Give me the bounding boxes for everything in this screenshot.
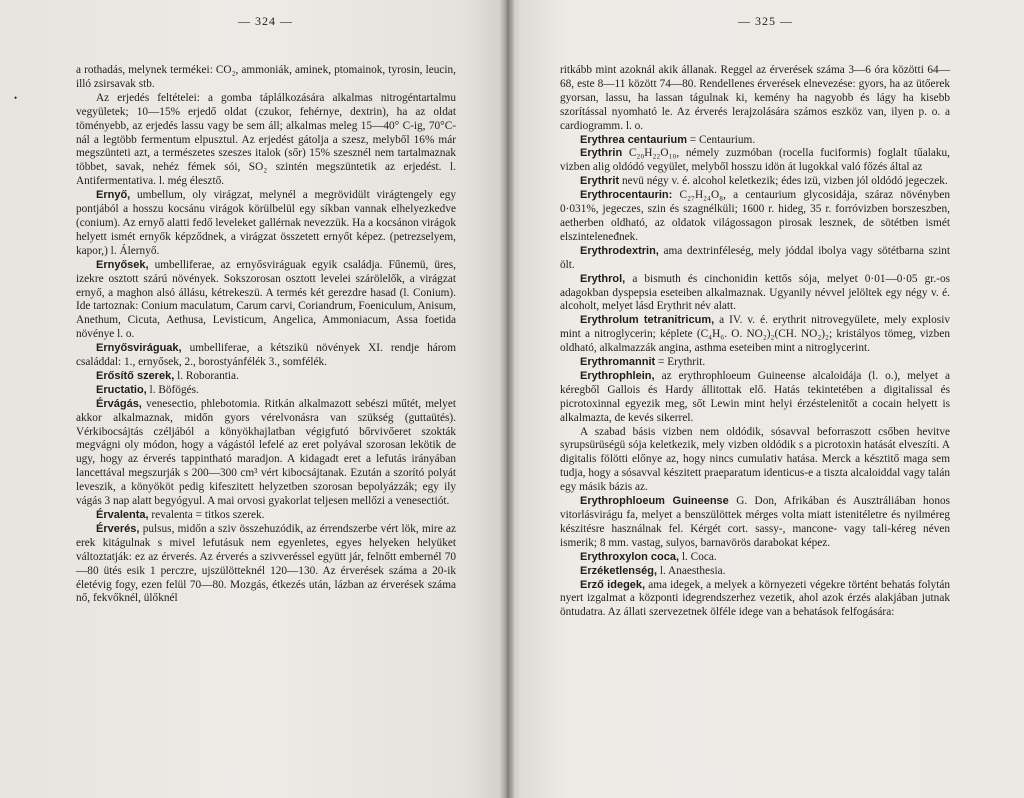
- dictionary-entry: [560, 426, 950, 496]
- entry-body: A szabad básis vizben nem oldódik, sósavval beforraszott csőben hevitve syrupsürüségü sója keletkezik, mely vizben oldódik s a picrotoxin hatását elveszíti. A digitalis fölötti előnye az, hogy nincs cumulativ hatása. Merck a késztitő maga sem tudja, hogy a sósavval készitett praeparatum identicus-e a tiszta alcaloiddal vagy talán egy másik bázis az.: [560, 425, 950, 494]
- entry-body: Az erjedés feltételei: a gomba táplálkozására alkalmas nitrogéntartalmu vegyületek; 10—15% erjedő oldat (czukor, fehérnye, dextrin), ha az oldat töményebb, az erjedés lassu vagy be sem áll; alkalmas meleg 15—40° C-ig, 70°C-nál a legtöbb fermentum elpusztul. Az erjedést gátolja a szesz, melyből 16% már megszünteti azt, a természetes szeszes italok (sőr) 15% szesznél nem tartalmaznak többet, savak, nehéz fémek sói, SO₂ szintén megszüntetik az erjedést. l. Antifermentativa. l. még élesztő.: [76, 91, 456, 188]
- dictionary-entry: [560, 64, 950, 134]
- entry-headword: Érvalenta,: [96, 509, 149, 521]
- entry-headword: Érverés,: [96, 522, 140, 535]
- entry-headword: Érvágás,: [96, 397, 142, 410]
- entry-headword: Erythromannit: [580, 356, 656, 369]
- entry-body: C₂₀H₂₂O₁₀, némely zuzmóban (rocella fuciformis) foglalt tűalaku, vizben alig oldódó vegyület, melyből hosszu idön át lugokkal való főzés által az: [560, 147, 950, 174]
- dictionary-entry: [560, 147, 950, 175]
- entry-headword: Erythrophloeum Guineense: [580, 495, 729, 508]
- entry-body: ama dextrinféleség, mely jóddal ibolya vagy sötétbarna szint ölt.: [560, 244, 950, 271]
- dictionary-entry: [76, 259, 456, 342]
- entry-body: C₂₇H₂₄O₈, a centaurium glycosidája, száraz növényben 0·031%, jegeczes, szin és szagnélküli; 1600 r. hideg, 35 r. forróvizben borszeszben, aetherben oldható, az oldatok világossagon pirosak lesznek, de sötétben ismét elszinteleneđnek.: [560, 189, 950, 243]
- entry-headword: Erythrea centaurium: [580, 133, 687, 146]
- dictionary-entry: [560, 551, 950, 565]
- left-page-text: [76, 64, 456, 606]
- entry-body: ama idegek, a melyek a környezeti végekre történt behatás folytán nyert izgalmat a központi idegrendszerhez vezetik, ahol azok érzés alakjában jutnak öntudatra. Az állati szervezetnek ölféle idege van a behatások felfogására:: [560, 578, 951, 619]
- entry-headword: Erősítő szerek,: [96, 369, 175, 382]
- dictionary-entry: [560, 356, 950, 370]
- dictionary-entry: [560, 245, 950, 273]
- dictionary-entry: [560, 495, 950, 551]
- entry-body: venesectio, phlebotomia. Ritkán alkalmazott sebészi műtét, melyet akkor alkalmaznak, midőn gyors vérelvonásra van szükség (guttaütés). Vérkibocsájtás czéljából a könyökhajlatban végigfutó bőrvivőeret szokták megvágni oly módon, hogy a vágástól lefelé az eret polyával szorosan lekötik de ugy, hogy az érverés tappintható maradjon. A kidagadt eret a lefutás irányában lancettával megszurják s 200—300 cm³ vért kibocsájtanak. Ezután a szorító polyát leveszik, a könyököt pedig kifeszitett helyzetben szorosan bepolyázzák; egy ily vágás 3 nap alatt begyógyul. A mai orvosi gyakorlat teljesen mellőzi a venesectiót.: [76, 397, 456, 508]
- entry-body: l. Böfögés.: [146, 383, 199, 396]
- dictionary-entry: [560, 189, 950, 245]
- entry-headword: Erzéketlenség,: [580, 564, 658, 577]
- dictionary-entry: [76, 342, 456, 370]
- entry-headword: Erythrolum tetranitricum,: [580, 314, 715, 327]
- dictionary-entry: [76, 384, 456, 398]
- entry-body: G. Don, Afrikában és Ausztráliában honos vitorlásvirágu fa, melyet a benszülöttek mérges volta miatt istenitéletre és nyilméreg készitésre használnak fel. Kérgét cort. sassy-, mancone- vagy tali-kéreg néven ismerik; 8 mm. vastag, sulyos, barnavörös darabokat képez.: [560, 495, 951, 549]
- entry-body: = Erythrit.: [655, 356, 706, 369]
- entry-body: a IV. v. é. erythrit nitrovegyülete, mely explosiv mint a nitroglycerin; képlete (C₄H₆. O. NO₂)₂(CH. NO₂)₂; kristályos tömeg, vizben oldható, alkalmazzák angina, asthma eseteiben mint a nitroglycerint.: [560, 314, 950, 355]
- entry-headword: Erythrol,: [580, 272, 626, 285]
- margin-mark: •: [14, 93, 18, 103]
- left-page: [0, 0, 506, 798]
- entry-headword: Eructatio,: [96, 383, 147, 396]
- dictionary-entry: [76, 509, 456, 523]
- entry-headword: Erythrin: [580, 147, 623, 160]
- entry-body: az erythrophloeum Guineense alcaloidája (l. o.), melyet a kéregből Gallois és Hardy állitottak elő. Hatás tekintetében a digitalissal és picrotoxinnal egyezik meg, sőt Lewin mint helyi érzéstelenitőt a cocain helyett is alkalmazta, de kevés sikerrel.: [560, 369, 950, 424]
- entry-body: a rothadás, melynek termékei: CO₂, ammoniák, aminek, ptomainok, tyrosin, leucin, illó zsirsavak stb.: [76, 64, 456, 90]
- dictionary-entry: [76, 92, 456, 189]
- dictionary-entry: [76, 398, 456, 509]
- dictionary-entry: [76, 189, 456, 259]
- entry-headword: Erző idegek,: [580, 578, 646, 591]
- page-number-right: — 325 —: [738, 14, 793, 28]
- entry-body: l. Roborantia.: [174, 369, 239, 382]
- entry-body: umbelliferae, az ernyősviráguak egyik családja. Fűnemü, üres, izekre osztott szárú növények. Sokszorosan osztott levelei szárölelők, a virágzat ernyő, a maghon alsó állásu, kétrekeszü. A termés két gerezdre hasad (l. Conium). Ide tartoznak: Conium maculatum, Carum carvi, Coriandrum, Foeniculum, Anisum, Anethum, Cicuta, Aethusa, Levisticum, Angelica, Ammoniacum, Assa foetida növénye l. o.: [76, 258, 456, 341]
- entry-body: nevü négy v. é. alcohol keletkezik; édes izü, vizben jól oldódó jegeczek.: [619, 175, 948, 188]
- entry-headword: Ernyő,: [96, 189, 131, 202]
- entry-headword: Erythroxylon coca,: [580, 550, 680, 563]
- book-gutter: [500, 0, 514, 798]
- entry-body: pulsus, midőn a sziv összehuzódik, az érrendszerbe vért lök, mire az erek kitágulnak s mivel lefutásuk nem egyenletes, egyes helyeken helyüket változtatják: ez az érverés. Az érverés a szivveréssel együtt jár, felnőtt embernél 70—80 ütés esik 1 perczre, ujszülötteknél 120—130. Az érverések száma a 20-ik életévig fogy, ezen felül 70—80. Mozgás, étkezés után, lázban az érverések száma nő, fekvőknél, ülőknél: [76, 522, 456, 605]
- entry-headword: Erythrodextrin,: [580, 244, 659, 257]
- entry-headword: Ernyősek,: [96, 258, 149, 271]
- dictionary-entry: [76, 64, 456, 92]
- entry-body: umbelliferae, a kétszikü növények XI. rendje három családdal: 1., ernyősek, 2., borostyánfélék 3., somfélék.: [76, 342, 456, 369]
- dictionary-entry: [560, 273, 950, 315]
- dictionary-entry: [560, 370, 950, 426]
- entry-body: ritkább mint azoknál akik állanak. Reggel az érverések száma 3—6 óra közötti 64—68, este 8—11 között 74—80. Rendellenes érverések elnevezése: gyors, ha az ütőerek gyorsan, lassu, ha lassan tágulnak ki, kemény ha nagyobb és lágy ha kisebb szorítással nyomható le. Az érverés lerajzolására számos eszköz van, ilyen p. o. a cardiogramm. l. o.: [560, 64, 950, 132]
- right-page: [506, 0, 1024, 798]
- entry-body: = Centaurium.: [686, 133, 756, 146]
- entry-headword: Erythrophlein,: [580, 369, 655, 382]
- entry-headword: Erythrit: [580, 175, 620, 188]
- dictionary-entry: [560, 314, 950, 356]
- entry-body: l. Anaesthesia.: [657, 564, 726, 577]
- dictionary-entry: [560, 134, 950, 148]
- dictionary-entry: [560, 579, 950, 621]
- dictionary-entry: [76, 523, 456, 606]
- dictionary-entry: [560, 175, 950, 189]
- page-number-left: — 324 —: [238, 14, 293, 28]
- entry-body: a bismuth és cinchonidin kettős sója, melyet 0·01—0·05 gr.-os adagokban dyspepsia eseteiben alkalmaznak. Ugyanily névvel jelöltek egy négy v. é. alcoholt, melyet lásd Erythrit név alatt.: [560, 272, 950, 313]
- dictionary-entry: [76, 370, 456, 384]
- entry-body: revalenta = titkos szerek.: [148, 509, 265, 521]
- entry-body: umbellum, oly virágzat, melynél a megrövidült virágtengely egy pontjából a hosszu kocsánu virágok körülbelül egy síkban vannak elhelyezkedve (conium). Az ernyő alatti fedő leveleket gallérnak nevezzük. Ha a kocsánon virágok helyett ismét ernyők képződnek, a virágzat összetett ernyőt képez. (petrezselyem, kapor,) l. Álernyő.: [76, 189, 456, 257]
- entry-headword: Ernyősviráguak,: [96, 342, 182, 355]
- right-page-text: [560, 64, 950, 620]
- dictionary-entry: [560, 565, 950, 579]
- entry-headword: Erythrocentaurin:: [580, 189, 673, 202]
- entry-body: l. Coca.: [679, 550, 717, 563]
